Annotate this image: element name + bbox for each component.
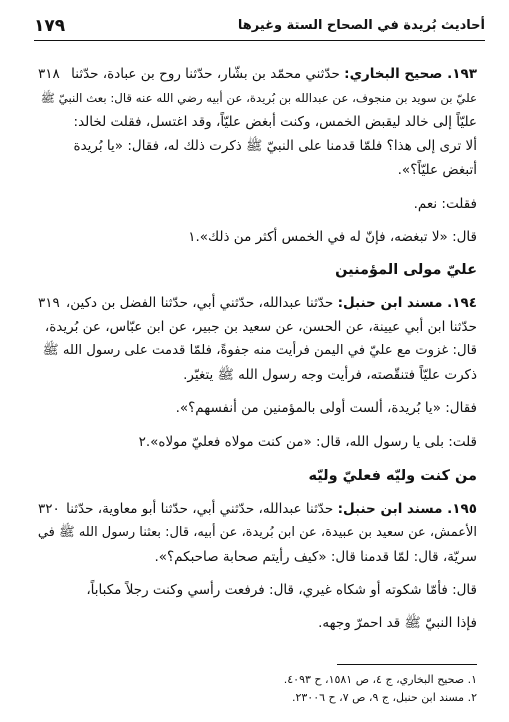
- text-line: ألا ترى إلى هذا؟ فلمّا قدمنا على النبيّ ﷺ ذكرت ذلك له، فقال: «يا بُريدة: [73, 138, 477, 154]
- hadith-chain: حدّثنا عبدالله، حدّثني أبي، حدّثنا الفضل بن دكين،: [65, 295, 334, 311]
- text-line: عليّ بن سويد بن منجوف، عن عبدالله بن بُريدة، عن أبيه رضي الله عنه قال: بعث النبيّ ﷺ: [40, 91, 477, 105]
- page-number: ١٧٩: [34, 16, 66, 36]
- text-line: قلت: بلى يا رسول الله، قال: «من كنت مولاه فعليّ مولاه».٢: [138, 434, 477, 450]
- text-line: فقال: «يا بُريدة، ألست أولى بالمؤمنين من أنفسهم؟».: [175, 400, 477, 416]
- hadith-chain: حدّثني محمّد بن بشّار، حدّثنا روح بن عبادة، حدّثنا: [71, 66, 340, 82]
- footnote-divider: [337, 664, 477, 665]
- section-heading: من كنت وليّه فعليّ وليّه: [308, 468, 477, 484]
- running-header: [34, 14, 485, 41]
- text-line: قال: «لا تبغضه، فإنّ له في الخمس أكثر من ذلك».١: [188, 229, 477, 245]
- text-line: قال: فأمّا شكوته أو شكاه غيري، قال: فرفعت رأسي وكنت رجلاً مكباباً،: [86, 582, 477, 598]
- hadith-chain: حدّثنا عبدالله، حدّثني أبي، حدّثنا أبو معاوية، حدّثنا: [66, 501, 334, 517]
- hadith-ref-number: ٣٢٠: [38, 501, 60, 517]
- text-line: أتبغض عليّاً؟».: [397, 162, 477, 178]
- running-title: أحاديث بُريدة في الصحاح الستة وغيرها: [237, 18, 485, 33]
- text-line: [38, 497, 477, 521]
- text-line: حدّثنا ابن أبي عيينة، عن الحسن، عن سعيد بن جبير، عن ابن عبّاس، عن بُريدة،: [44, 319, 477, 335]
- section-heading: عليّ مولى المؤمنين: [335, 262, 477, 278]
- hadith-ref-number: ٣١٩: [38, 295, 60, 311]
- footnote: ١. صحيح البخاري، ج ٤، ص ١٥٨١، ح ٤٠٩٣.: [283, 673, 477, 686]
- hadith-source: ١٩٣. صحيح البخاري:: [344, 66, 477, 82]
- hadith-source: ١٩٥. مسند ابن حنبل:: [337, 501, 477, 517]
- hadith-source: ١٩٤. مسند ابن حنبل:: [337, 295, 477, 311]
- text-line: فقلت: نعم.: [413, 196, 477, 212]
- text-line: فإذا النبيّ ﷺ قد احمرّ وجهه.: [318, 615, 477, 631]
- text-line: [38, 291, 477, 315]
- hadith-ref-number: ٣١٨: [38, 66, 60, 82]
- text-line: [38, 62, 477, 86]
- text-line: قال: غزوت مع عليّ في اليمن فرأيت منه جفوةً، فلمّا قدمت على رسول الله ﷺ: [42, 343, 477, 358]
- text-line: الأعمش، عن سعيد بن عبيدة، عن ابن بُريدة، عن أبيه، قال: بعثنا رسول الله ﷺ في: [37, 525, 477, 540]
- text-line: ذكرت عليّاً فتنقّصته، فرأيت وجه رسول الله ﷺ يتغيّر.: [183, 367, 477, 383]
- footnote: ٢. مسند ابن حنبل، ج ٩، ص ٧، ح ٢٣٠٠٦.: [291, 691, 477, 704]
- text-line: سريّة، قال: لمّا قدمنا قال: «كيف رأيتم صحابة صاحبكم؟».: [154, 549, 477, 565]
- text-line: عليّاً إلى خالد ليقبض الخمس، وكنت أبغض عليّاً، وقد اغتسل، فقلت لخالد:: [73, 114, 477, 130]
